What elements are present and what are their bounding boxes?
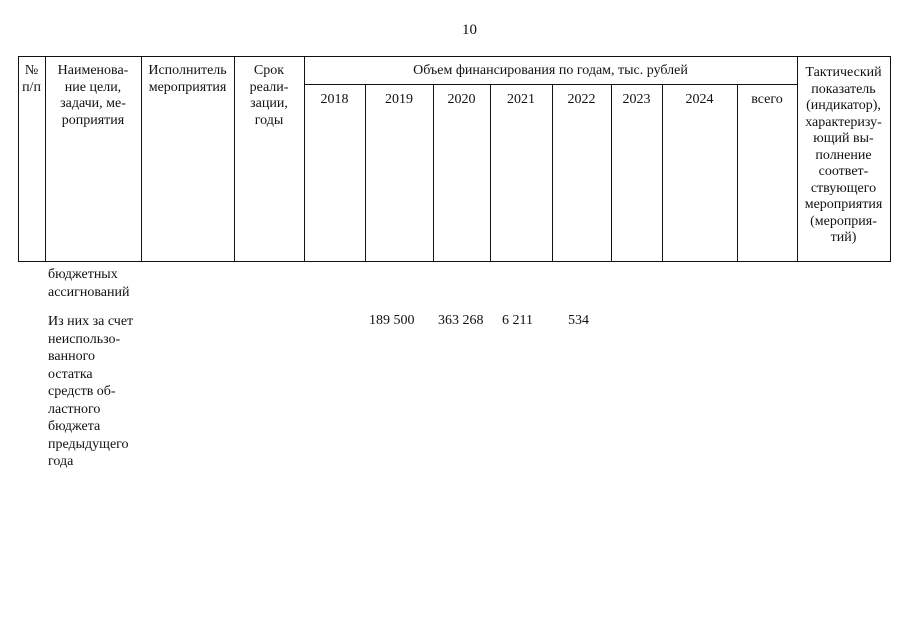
header-indicator: Тактический показатель (индикатор), характеризу- ющий вы- полнение соответ- ствующего мероприятия (мероприя- тий) [804,65,883,245]
rule-v [365,84,366,262]
rule-v [490,84,491,262]
rule-v [304,56,305,262]
table-header [18,56,891,262]
value-2020: 363 268 [438,313,484,328]
value-2022: 534 [568,313,589,328]
value-2021: 6 211 [502,313,533,328]
value-2019: 189 500 [369,313,415,328]
header-num: № п/п [22,63,41,95]
year-cell: всего [751,92,783,107]
rule-v [737,84,738,262]
rule-bottom [18,261,891,262]
row-label: бюджетных ассигнований [48,267,130,300]
rule-top [18,56,891,57]
header-executor: Исполнитель мероприятия [148,63,227,95]
year-cell: 2023 [622,92,651,107]
rule-funding-sub [304,84,797,85]
header-term: Срок реали- зации, годы [249,63,289,128]
rule-v [662,84,663,262]
year-cell: 2019 [385,92,413,107]
year-cell: 2024 [685,92,714,107]
year-cell: 2021 [507,92,535,107]
rule-v [890,56,891,262]
rule-v [433,84,434,262]
header-funding: Объем финансирования по годам, тыс. рублей [413,63,688,78]
year-cell: 2018 [320,92,349,107]
header-name: Наименова- ние цели, задачи, ме- роприятия [57,63,129,128]
year-cell: 2020 [447,92,476,107]
row-label: Из них за счет неиспользо- ванного остатка средств об- ластного бюджета предыдущего года [48,314,134,469]
year-cell: 2022 [567,92,596,107]
rule-v [552,84,553,262]
rule-v [611,84,612,262]
page-number: 10 [462,22,477,38]
